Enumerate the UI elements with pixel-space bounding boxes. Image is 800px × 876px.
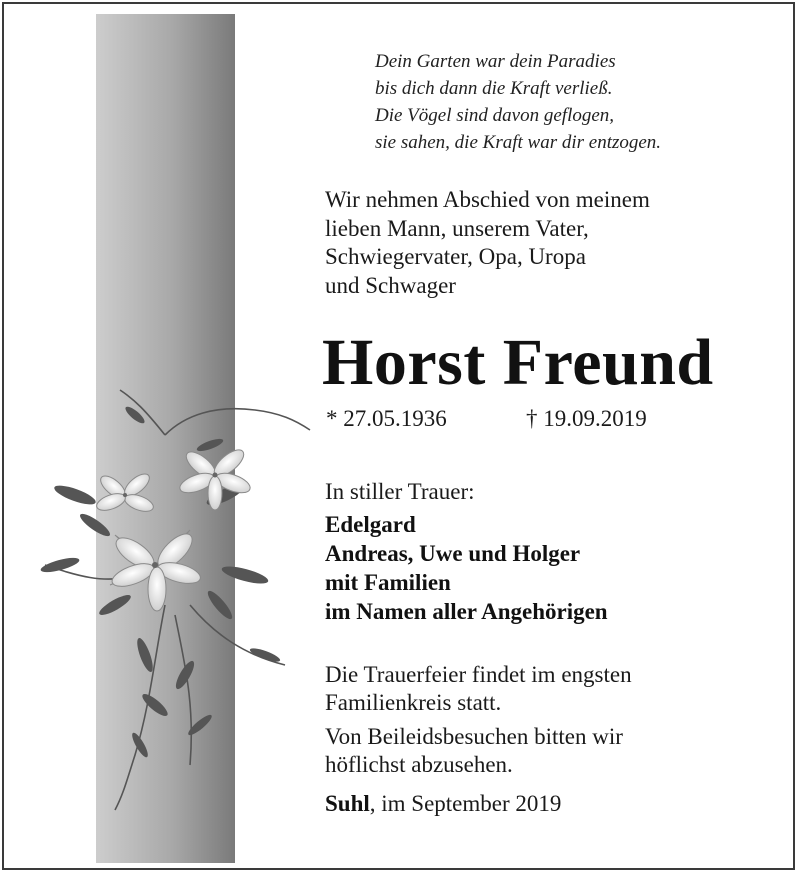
life-dates xyxy=(326,404,647,434)
condolence-line: Von Beileidsbesuchen bitten wir xyxy=(325,724,623,749)
intro-line: Schwiegervater, Opa, Uropa xyxy=(325,244,586,269)
condolence-line: höflichst abzusehen. xyxy=(325,752,513,777)
mourning-label: In stiller Trauer: xyxy=(325,479,475,504)
mourners-list xyxy=(325,510,608,626)
funeral-notice xyxy=(325,661,632,779)
poem-line: sie sahen, die Kraft war dir entzogen. xyxy=(375,132,662,153)
mourner-line: Edelgard xyxy=(325,512,416,537)
mourner-line: Andreas, Uwe und Holger xyxy=(325,541,581,566)
ceremony-line: Die Trauerfeier findet im engsten xyxy=(325,662,632,687)
mourner-line: im Namen aller Angehörigen xyxy=(325,599,608,624)
death-date: † 19.09.2019 xyxy=(526,406,647,431)
place-and-date xyxy=(325,789,561,819)
closing-date: , im September 2019 xyxy=(369,791,562,816)
mourner-line: mit Familien xyxy=(325,570,451,595)
lily-bouquet-illustration xyxy=(15,375,315,815)
intro-line: Wir nehmen Abschied von meinem xyxy=(325,187,650,212)
intro-line: und Schwager xyxy=(325,272,456,298)
birth-date: * 27.05.1936 xyxy=(326,406,447,431)
farewell-intro xyxy=(325,186,650,300)
place: Suhl xyxy=(325,791,370,816)
poem-line: Dein Garten war dein Paradies xyxy=(375,51,616,72)
deceased-name: Horst Freund xyxy=(322,326,714,399)
poem-line: bis dich dann die Kraft verließ. xyxy=(375,78,613,99)
poem xyxy=(375,48,661,156)
ceremony-line: Familienkreis statt. xyxy=(325,690,502,715)
poem-line: Die Vögel sind davon geflogen, xyxy=(375,105,615,126)
intro-line: lieben Mann, unserem Vater, xyxy=(325,215,589,241)
